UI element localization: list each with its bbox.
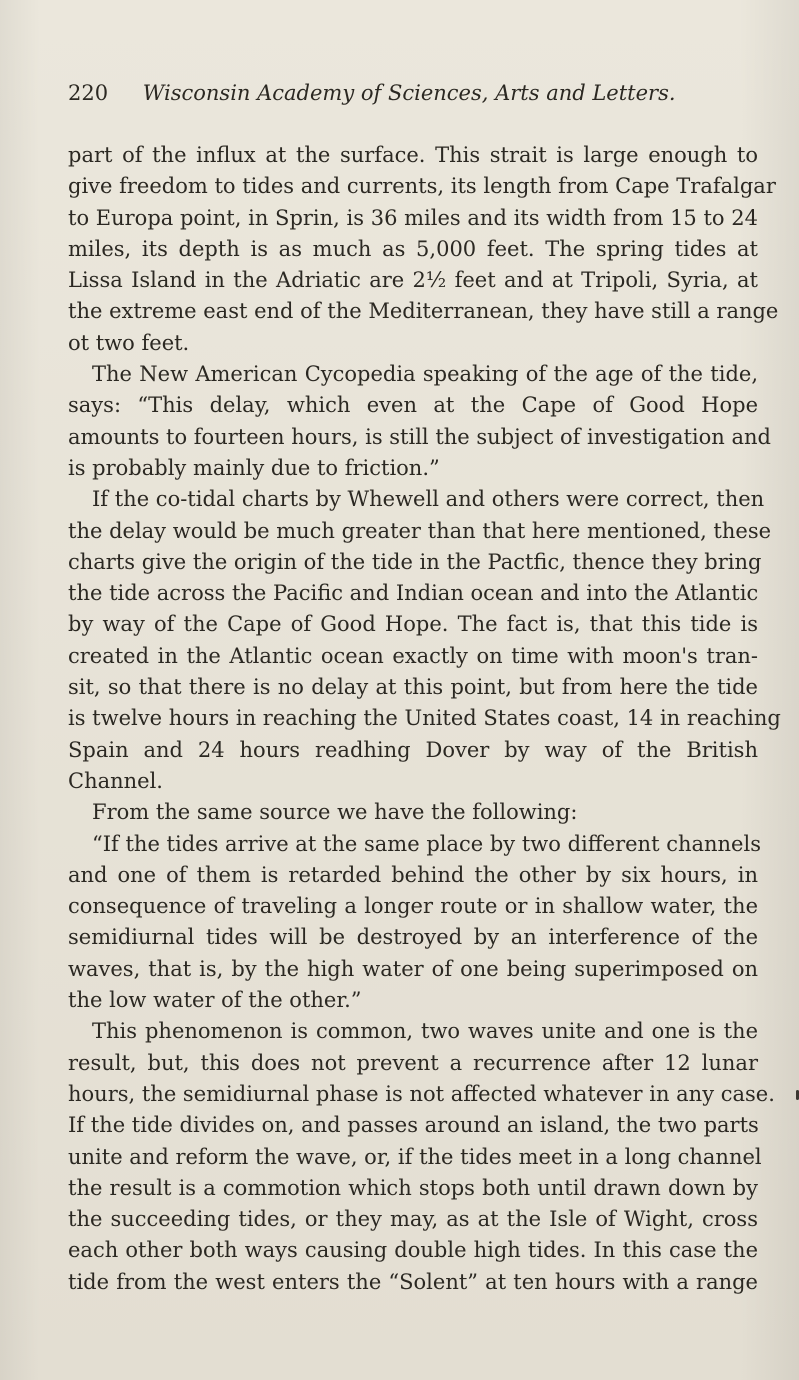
text-line: result, but, this does not prevent a recurrence after 12 lunar [68, 1050, 758, 1075]
text-line: the succeeding tides, or they may, as at the Isle of Wight, cross [68, 1207, 758, 1232]
text-line: Channel. [68, 768, 163, 793]
paragraph-start: If the co-tidal charts by Whewell and others were correct, then [92, 487, 765, 512]
text-line: ot two feet. [68, 330, 190, 355]
running-title: Wisconsin Academy of Sciences, Arts and Letters. [142, 81, 676, 105]
text-line: to Europa point, in Sprin, is 36 miles and its width from 15 to 24 [68, 205, 758, 230]
text-line: and one of them is retarded behind the other by six hours, in [68, 862, 758, 887]
text-line: Spain and 24 hours readhing Dover by way of the British [68, 737, 758, 762]
text-line: amounts to fourteen hours, is still the subject of investigation and [68, 424, 771, 449]
text-line: waves, that is, by the high water of one being superimposed on [68, 956, 758, 981]
quote-start: “If the tides arrive at the same place by two different channels [92, 831, 761, 856]
running-header [68, 78, 758, 108]
text-line: part of the influx at the surface. This strait is large enough to [68, 143, 758, 167]
text-line: created in the Atlantic ocean exactly on time with moon's tran- [68, 643, 758, 668]
body-text [68, 140, 781, 1298]
paragraph-start: From the same source we have the following: [92, 800, 578, 825]
text-line: miles, its depth is as much as 5,000 feet. The spring tides at [68, 236, 758, 261]
text-line: says: “This delay, which even at the Cape of Good Hope [68, 393, 758, 418]
text-line: the delay would be much greater than that here mentioned, these [68, 518, 772, 543]
text-line: the low water of the other.” [68, 988, 362, 1013]
text-line: is probably mainly due to friction.” [68, 455, 440, 480]
text-line: If the tide divides on, and passes around an island, the two parts [68, 1113, 759, 1138]
text-line: sit, so that there is no delay at this point, but from here the tide [68, 675, 758, 700]
text-line: is twelve hours in reaching the United States coast, 14 in reaching [68, 706, 781, 731]
text-line: give freedom to tides and currents, its length from Cape Trafalgar [68, 174, 776, 199]
text-line: unite and reform the wave, or, if the tides meet in a long channel [68, 1144, 762, 1169]
text-line: semidiurnal tides will be destroyed by an interference of the [68, 925, 758, 950]
text-line: the extreme east end of the Mediterranean, they have still a range [68, 299, 779, 324]
page-number: 220 [68, 81, 109, 105]
paragraph-start: This phenomenon is common, two waves unite and one is the [92, 1019, 758, 1044]
text-line: by way of the Cape of Good Hope. The fact is, that this tide is [68, 612, 758, 637]
text-line: consequence of traveling a longer route or in shallow water, the [68, 894, 758, 919]
text-line: hours, the semidiurnal phase is not affected whatever in any case. [68, 1081, 775, 1106]
text-line: tide from the west enters the “Solent” at ten hours with a range [68, 1269, 758, 1294]
text-line: each other both ways causing double high tides. In this case the [68, 1238, 758, 1263]
text-line: the tide across the Pacific and Indian ocean and into the Atlantic [68, 581, 759, 606]
paragraph-start: The New American Cycopedia speaking of the age of the tide, [92, 362, 758, 387]
text-line: the result is a commotion which stops both until drawn down by [68, 1175, 758, 1200]
text-line: charts give the origin of the tide in the Pactfic, thence they bring [68, 549, 762, 574]
text-line: Lissa Island in the Adriatic are 2½ feet and at Tripoli, Syria, at [68, 268, 758, 293]
